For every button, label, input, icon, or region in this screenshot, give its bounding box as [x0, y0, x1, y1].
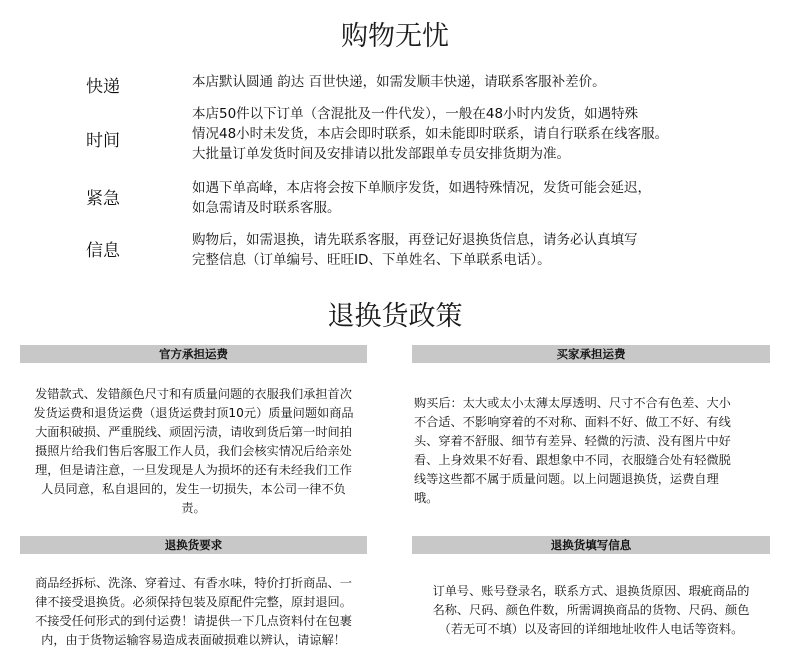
- text-return-form-info: 订单号、账号登录名，联系方式、退换货原因、瑕疵商品的 名称、尺码、颜色件数，所需调换商品的货物、尺码、颜色 （若无可不填）以及寄回的详细地址收件人电话等资料。: [432, 584, 750, 636]
- text-buyer-shipping: 购买后：太大或太小太薄太厚透明、尺寸不合有色差、大小 不合适、不影响穿着的不对称、面料不好、做工不好、有线 头、穿着不舒服、细节有差异、轻微的污渍、没有图片中好 看、上身效果不好看、跟想象中不同，衣服缝合处有轻微脱 线等这些都不属于质量问题。以上问题退换货，运费自理 哦。: [414, 396, 731, 505]
- label-info: 信息: [86, 241, 120, 261]
- text-official-shipping: 发错款式、发错颜色尺寸和有质量问题的衣服我们承担首次 发货运费和退货运费（退货运费封顶10元）质量问题如商品 大面积破损、严重脱线、顽固污渍，请收到货后第一时间拍 摄照片给我们售后客服工作人员，我们会核实情况后给亲处 理，但是请注意，一旦发现是人为损坏的还有未经我们工作 人员同意，私自退回的，发生一切损失，本公司一律不负 责。: [33, 387, 354, 515]
- heading-official-shipping: 官方承担运费: [20, 345, 367, 363]
- heading-return-requirements: 退换货要求: [20, 536, 367, 554]
- label-urgent: 紧急: [86, 189, 120, 209]
- desc-urgent: 如遇下单高峰，本店将会按下单顺序发货，如遇特殊情况，发货可能会延迟， 如急需请及时联系客服。: [192, 180, 651, 216]
- section-title-shopping: 购物无忧: [341, 21, 449, 52]
- desc-express: 本店默认圆通 韵达 百世快递，如需发顺丰快递，请联系客服补差价。: [192, 74, 606, 90]
- section-title-return-policy: 退换货政策: [327, 301, 463, 332]
- label-time: 时间: [86, 131, 120, 151]
- text-return-requirements: 商品经拆标、洗涤、穿着过、有香水味，特价打折商品、一 律不接受退换货。必须保持包装及原配件完整，原封退回。 不接受任何形式的到付运费！请提供一下几点资料付在包裹 内，由于货物运输容易造成表面破损难以辨认，请谅解！: [35, 576, 352, 647]
- desc-info: 购物后，如需退换，请先联系客服，再登记好退换货信息，请务必认真填写 完整信息（订单编号、旺旺ID、下单姓名、下单联系电话）。: [192, 232, 638, 268]
- label-express: 快递: [86, 77, 120, 97]
- heading-buyer-shipping: 买家承担运费: [412, 345, 770, 363]
- heading-return-form-info: 退换货填写信息: [412, 536, 770, 554]
- desc-time: 本店50件以下订单（含混批及一件代发），一般在48小时内发货，如遇特殊 情况48小时未发货，本店会即时联系，如未能即时联系，请自行联系在线客服。 大批量订单发货时间及安排请以批发部跟单专员安排货期为准。: [192, 106, 669, 162]
